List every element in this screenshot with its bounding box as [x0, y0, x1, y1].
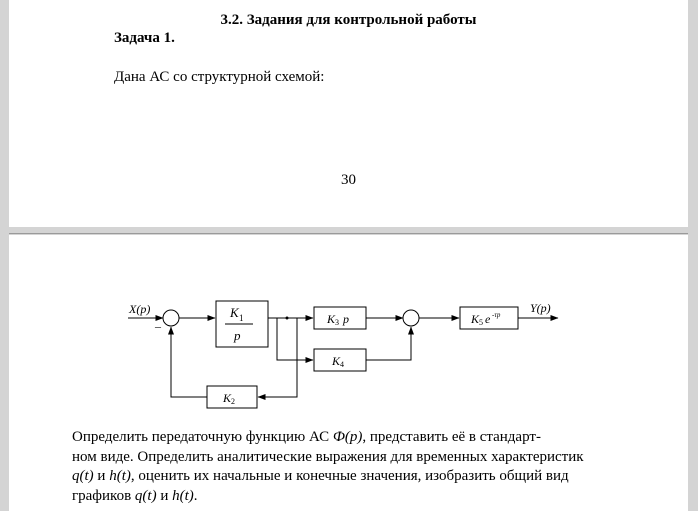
text-segment: и [93, 468, 110, 484]
arrow-k2-sum1 [171, 327, 207, 397]
q-symbol: q(t) [134, 487, 157, 504]
k1-numerator: K [230, 305, 239, 320]
summing-junction-2 [403, 310, 419, 326]
intro-text: Дана АС со структурной схемой: [114, 69, 325, 85]
k3-p: p [343, 312, 349, 326]
h-symbol: h(t) [109, 468, 131, 484]
block-k5 [460, 307, 518, 329]
text-segment: и [156, 487, 173, 504]
k5-label: K [471, 312, 480, 326]
block-k4 [314, 349, 366, 371]
k5-exp: e [485, 312, 491, 326]
k3-subscript: 3 [335, 318, 339, 327]
block-k1-over-p [216, 301, 268, 347]
block-k3p [314, 307, 366, 329]
k4-label: K [332, 354, 341, 368]
text-segment: . [193, 487, 198, 504]
k3-label: K [327, 312, 336, 326]
document-page-2 [9, 235, 688, 511]
k1-denominator: p [234, 328, 241, 343]
block-k2 [207, 386, 257, 408]
input-label: X(p) [129, 302, 151, 316]
arrow-branch-k4 [277, 318, 313, 360]
transfer-function-symbol: Ф(p) [332, 429, 363, 445]
text-segment: графиков [72, 487, 135, 504]
k5-subscript: 5 [479, 318, 483, 327]
h-symbol: h(t) [172, 487, 194, 504]
branch-point [286, 317, 289, 320]
section-title: 3.2. Задания для контрольной работы [220, 12, 477, 28]
task-line-1 [72, 428, 642, 448]
minus-sign: – [155, 319, 161, 333]
task-label: Задача 1. [114, 30, 175, 46]
task-line-4 [72, 487, 642, 507]
text-segment: , представить её в стандарт- [362, 429, 541, 445]
task-line-3 [72, 467, 642, 487]
task-text [72, 428, 642, 506]
document-page-1 [9, 0, 688, 227]
k5-exp-superscript: -τp [492, 311, 501, 319]
task-line-2: ном виде. Определить аналитические выражения для временных характеристик [72, 448, 584, 465]
block-diagram [9, 235, 688, 425]
k2-label: K [223, 391, 232, 405]
page-separator [9, 233, 688, 234]
output-label: Y(p) [530, 301, 551, 315]
k1-subscript: 1 [239, 313, 244, 323]
k2-subscript: 2 [231, 397, 235, 406]
summing-junction-1 [163, 310, 179, 326]
q-symbol: q(t) [72, 468, 94, 484]
page-number: 30 [341, 172, 356, 188]
text-segment: Определить передаточную функцию АС [72, 429, 333, 445]
text-segment: , оценить их начальные и конечные значения, изобразить общий вид [130, 468, 569, 484]
k4-subscript: 4 [340, 360, 344, 369]
arrow-k4-sum2 [366, 327, 411, 360]
